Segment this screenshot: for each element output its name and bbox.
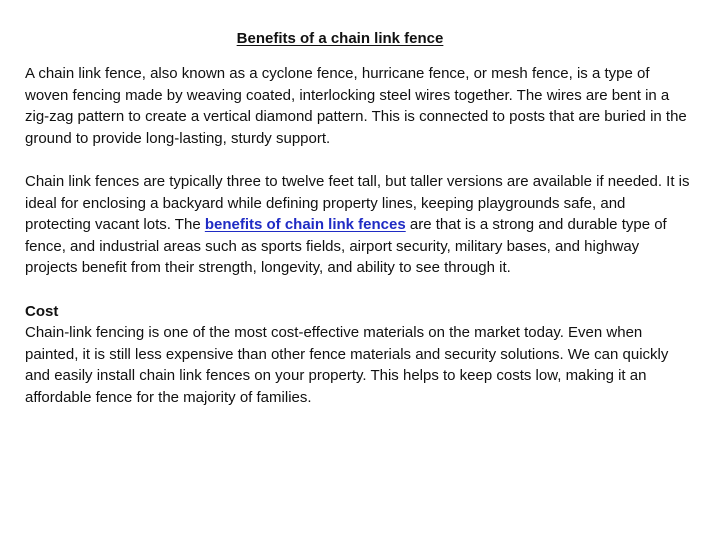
- paragraph-spacer: [25, 149, 690, 171]
- cost-heading: Cost: [25, 302, 59, 320]
- paragraph-spacer: [25, 279, 690, 301]
- benefits-link[interactable]: benefits of chain link fences: [204, 216, 406, 234]
- page-title: Benefits of a chain link fence: [236, 30, 444, 47]
- cost-paragraph: Chain-link fencing is one of the most cost-effective materials on the market today. Even when painted, it is still less expensive than other fence materials and security solutions. We can quickly and easily install chain link fences on your property. This helps to keep costs low, making it an affordable fence for the majority of families.: [25, 324, 669, 406]
- benefits-text-after-link: are that is a strong and durable type of fence, and industrial areas such as sports fields, airport security, military bases, and highway projects benefit from their strength, longevity, and ability to see through it.: [25, 216, 667, 277]
- cost-section: [25, 301, 690, 409]
- intro-paragraph: A chain link fence, also known as a cyclone fence, hurricane fence, or mesh fence, is a type of woven fencing made by weaving coated, interlocking steel wires together. The wires are bent in a zig-zag pattern to create a vertical diamond pattern. This is connected to posts that are buried in the ground to provide long-lasting, sturdy support.: [25, 65, 687, 147]
- benefits-text-before-link: Chain link fences are typically three to twelve feet tall, but taller versions are available if needed. It is ideal for enclosing a backyard while defining property lines, keeping playgrounds safe, and protecting vacant lots. The: [25, 172, 690, 234]
- benefits-paragraph: [25, 171, 690, 279]
- document-body: [25, 63, 690, 409]
